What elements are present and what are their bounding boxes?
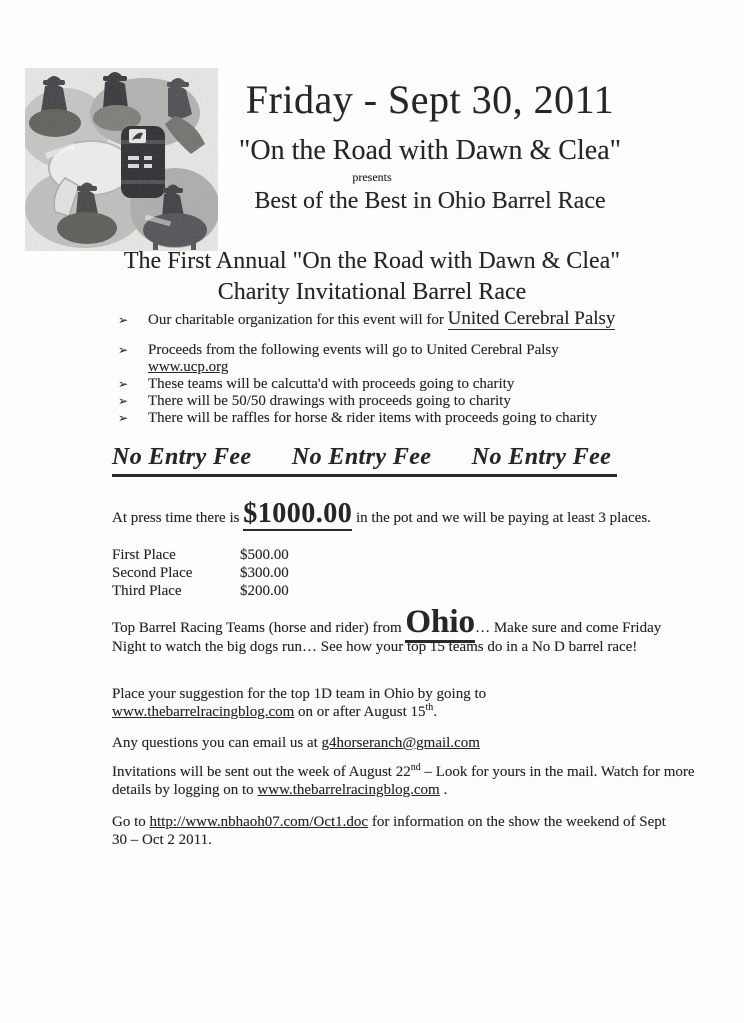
- bullet-proceeds: [118, 342, 663, 376]
- bullet-list: [118, 310, 663, 427]
- pot-amount: $1000.00: [243, 498, 353, 529]
- arrow-bullet-icon: ➢: [118, 313, 129, 327]
- payout-row-first: [112, 546, 289, 564]
- invitations-end: .: [439, 781, 448, 798]
- calcutta-text: These teams will be calcutta'd with proceeds going to charity: [148, 376, 515, 392]
- email-link: g4horseranch@gmail.com: [321, 735, 480, 751]
- charity-name: United Cerebral Palsy: [447, 308, 616, 329]
- barrel-racing-collage-image: [25, 68, 218, 251]
- nbhaoh-doc-url: http://www.nbhaoh07.com/Oct1.doc: [149, 814, 369, 830]
- payout-place: Second Place: [112, 565, 193, 581]
- ohio-suffix: … Make sure and come Friday Night to watch the big dogs run… See how your top 15 teams do in a No D barrel race!: [112, 620, 662, 655]
- info-suffix: for information on the show the weekend of Sept 30 – Oct 2 2011.: [112, 814, 666, 848]
- payout-amount: $500.00: [240, 547, 289, 563]
- suggestion-prefix: Place your suggestion for the top 1D team in Ohio by going to: [112, 686, 487, 702]
- pot-suffix: in the pot and we will be paying at least 3 places.: [352, 510, 651, 526]
- bullet-raffles: [118, 410, 663, 427]
- show-title: "On the Road with Dawn & Clea": [238, 135, 622, 166]
- payout-table: [112, 546, 289, 600]
- ordinal-superscript: nd: [410, 762, 421, 773]
- bullet-proceeds-text: [148, 342, 559, 376]
- payout-row-third: [112, 582, 289, 600]
- suggestion-paragraph: [112, 686, 542, 721]
- show-info-paragraph: [112, 814, 682, 849]
- arrow-bullet-icon: ➢: [118, 394, 129, 408]
- barrelracingblog-url: www.thebarrelracingblog.com: [257, 781, 440, 798]
- pot-line: [112, 498, 651, 530]
- payout-amount: $200.00: [240, 583, 289, 599]
- no-entry-fee-1: No Entry Fee: [112, 444, 252, 470]
- invitations-middle: – Look for yours in the mail. Watch for more details by logging on to: [112, 764, 695, 798]
- invitations-prefix: Invitations will be sent out the week of August 22: [112, 764, 411, 780]
- ucp-url: www.ucp.org: [148, 359, 229, 375]
- bullet-drawings: [118, 393, 663, 410]
- date-title: Friday - Sept 30, 2011: [245, 77, 615, 122]
- annual-event-title: [0, 246, 744, 308]
- arrow-bullet-icon: ➢: [118, 343, 129, 357]
- event-title: Best of the Best in Ohio Barrel Race: [254, 187, 606, 214]
- questions-prefix: Any questions you can email us at: [112, 735, 322, 751]
- ordinal-superscript: th: [425, 701, 434, 713]
- raffles-text: There will be raffles for horse & rider items with proceeds going to charity: [148, 410, 598, 426]
- arrow-bullet-icon: ➢: [118, 377, 129, 391]
- presents-label: presents: [352, 169, 392, 184]
- bullet-charity-org: [118, 310, 663, 329]
- payout-amount: $300.00: [240, 565, 289, 581]
- info-prefix: Go to: [112, 814, 150, 830]
- suggestion-end: .: [433, 703, 438, 720]
- bullet-charity-text: [148, 310, 615, 329]
- invitations-paragraph: [112, 764, 717, 799]
- drawings-text: There will be 50/50 drawings with proceeds going to charity: [148, 393, 511, 409]
- ohio-paragraph: [112, 606, 684, 657]
- charity-text: Our charitable organization for this event will for: [148, 312, 448, 328]
- no-entry-fee-3: No Entry Fee: [471, 444, 612, 470]
- annual-title-line2: Charity Invitational Barrel Race: [217, 279, 527, 305]
- pot-prefix: At press time there is: [112, 510, 244, 526]
- ohio-highlight: Ohio: [405, 604, 475, 643]
- payout-place: Third Place: [112, 583, 182, 599]
- no-entry-fee-heading: [112, 444, 617, 477]
- masthead: [218, 76, 642, 216]
- annual-title-line1: The First Annual "On the Road with Dawn & Clea": [123, 248, 621, 274]
- payout-row-second: [112, 564, 289, 582]
- proceeds-text: Proceeds from the following events will go to United Cerebral Palsy: [148, 342, 559, 358]
- ohio-prefix: Top Barrel Racing Teams (horse and rider) from: [112, 620, 406, 636]
- bullet-calcutta: [118, 376, 663, 393]
- payout-place: First Place: [112, 547, 176, 563]
- arrow-bullet-icon: ➢: [118, 411, 129, 425]
- questions-paragraph: [112, 735, 672, 753]
- suggestion-middle: on or after August 15: [294, 703, 426, 720]
- barrelracingblog-url: www.thebarrelracingblog.com: [112, 703, 295, 720]
- no-entry-fee-2: No Entry Fee: [291, 444, 432, 470]
